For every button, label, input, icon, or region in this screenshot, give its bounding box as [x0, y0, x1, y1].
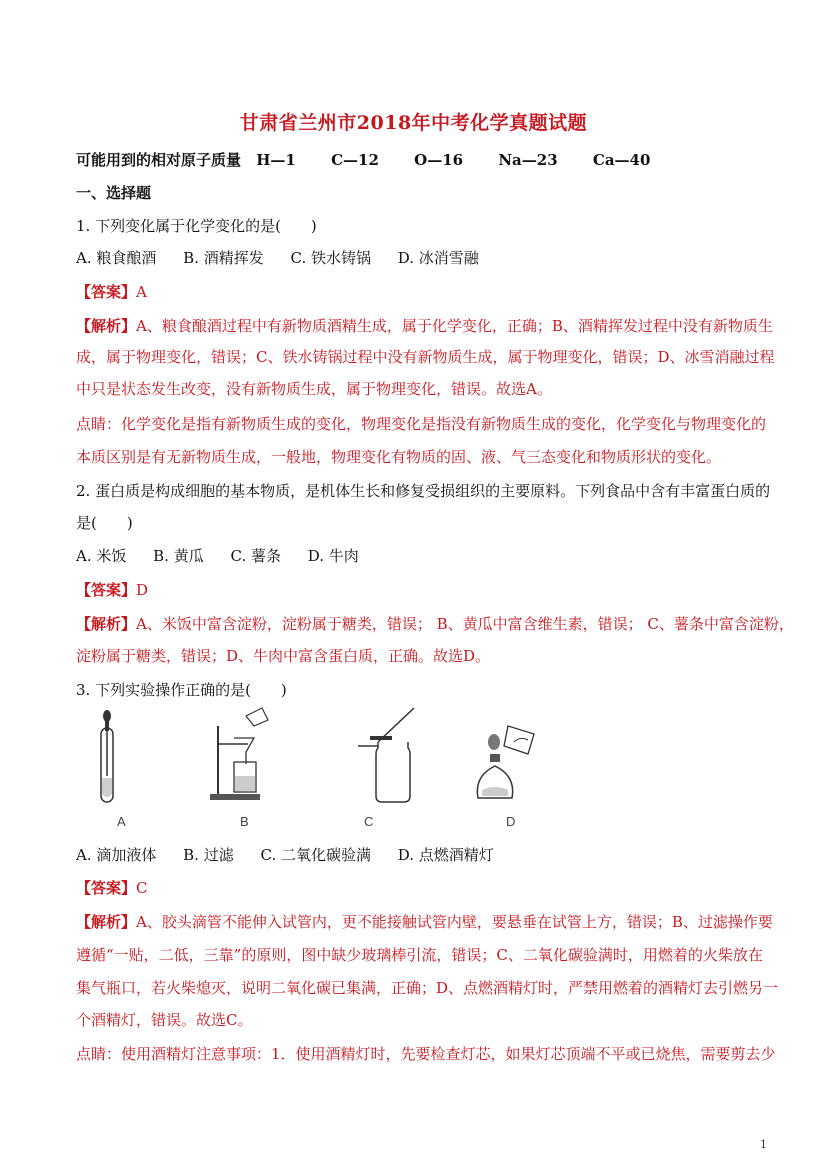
page-title: 甘肃省兰州市2018年中考化学真题试题 — [239, 112, 588, 134]
q1-tip-line-1: 点睛：化学变化是指有新物质生成的变化，物理变化是指没有新物质生成的变化，化学变化与物理变化的 — [76, 415, 767, 433]
dropper-tube-illustration — [82, 706, 142, 806]
gas-jar-match-illustration — [338, 706, 418, 806]
q1-option-d: D. 冰消雪融 — [397, 249, 479, 267]
q3-answer — [76, 878, 766, 898]
figure-a-dropper — [82, 706, 142, 829]
atomic-mass-line — [76, 150, 766, 170]
q1-answer — [76, 282, 766, 302]
q1-options — [76, 248, 766, 268]
alcohol-lamp-illustration — [468, 706, 548, 806]
q2-stem-line-2: 是( ) — [76, 514, 133, 532]
q2-analysis-tag: 【解析】 — [76, 615, 137, 633]
q2-answer-tag: 【答案】 — [76, 581, 137, 599]
q1-option-b: B. 酒精挥发 — [183, 249, 264, 267]
q3-answer-value: C — [136, 879, 148, 897]
q2-analysis-text-1: A、米饭中富含淀粉，淀粉属于糖类，错误； B、黄瓜中富含维生素，错误； C、薯条中富含淀粉， — [136, 615, 794, 633]
q1-stem: 1. 下列变化属于化学变化的是( ) — [76, 217, 317, 235]
q3-answer-tag: 【答案】 — [76, 879, 137, 897]
q3-tip-line-1: 点睛：使用酒精灯注意事项：1．使用酒精灯时，先要检查灯芯，如果灯芯顶端不平或已烧焦，需要剪去少 — [76, 1045, 776, 1063]
figure-c-co2-test — [338, 706, 418, 829]
q1-analysis-line-2: 成，属于物理变化，错误；C、铁水铸锅过程中没有新物质生成，属于物理变化，错误；D、冰雪消融过程 — [76, 348, 775, 366]
q1-tip-line-2: 本质区别是有无新物质生成，一般地，物理变化有物质的固、液、气三态变化和物质形状的变化。 — [76, 448, 722, 466]
q3-option-d: D. 点燃酒精灯 — [397, 846, 494, 864]
q3-analysis-tag: 【解析】 — [76, 913, 137, 931]
q2-stem-line-1: 2. 蛋白质是构成细胞的基本物质，是机体生长和修复受损组织的主要原料。下列食品中含有丰富蛋白质的 — [76, 482, 771, 500]
q1-analysis-line-3: 中只是状态发生改变，没有新物质生成，属于物理变化，错误。故选A。 — [76, 380, 552, 398]
figure-label-a: A — [117, 814, 126, 829]
q3-figures — [76, 706, 556, 836]
section-heading: 一、选择题 — [76, 184, 152, 202]
q2-option-c: C. 薯条 — [230, 547, 281, 565]
q3-option-c: C. 二氧化碳验满 — [260, 846, 371, 864]
q1-option-a: A. 粮食酿酒 — [76, 249, 157, 267]
page-number: 1 — [760, 1138, 767, 1151]
q1-answer-value: A — [136, 283, 147, 301]
filtration-illustration — [206, 706, 286, 806]
q1-option-c: C. 铁水铸锅 — [290, 249, 371, 267]
q1-answer-tag: 【答案】 — [76, 283, 137, 301]
q3-analysis-line-1 — [76, 912, 773, 932]
q2-analysis-line-1 — [76, 614, 794, 634]
atomic-mass-label: 可能用到的相对原子质量 — [76, 151, 242, 169]
figure-label-c: C — [364, 814, 374, 829]
q2-option-b: B. 黄瓜 — [153, 547, 204, 565]
figure-d-alcohol-lamp — [468, 706, 548, 829]
q3-option-b: B. 过滤 — [183, 846, 234, 864]
q3-analysis-line-2: 遵循“一贴，二低，三靠”的原则，图中缺少玻璃棒引流，错误；C、二氧化碳验满时，用燃着的火柴放在 — [76, 946, 763, 964]
q2-option-a: A. 米饭 — [76, 547, 127, 565]
q3-analysis-line-4: 个酒精灯，错误。故选C。 — [76, 1011, 253, 1029]
atomic-mass-h: H—1 — [256, 151, 296, 169]
atomic-mass-ca: Ca—40 — [592, 151, 651, 169]
q3-option-a: A. 滴加液体 — [76, 846, 157, 864]
atomic-mass-c: C—12 — [331, 151, 379, 169]
q3-analysis-text-1: A、胶头滴管不能伸入试管内，更不能接触试管内壁，要悬垂在试管上方，错误；B、过滤操作要 — [136, 913, 773, 931]
q2-answer-value: D — [136, 581, 149, 599]
figure-b-filtration — [206, 706, 286, 829]
q1-analysis-text-1: A、粮食酿酒过程中有新物质酒精生成，属于化学变化，正确；B、酒精挥发过程中没有新物质生 — [136, 317, 773, 335]
q2-answer — [76, 580, 766, 600]
figure-label-d: D — [506, 814, 516, 829]
q3-stem: 3. 下列实验操作正确的是( ) — [76, 681, 287, 699]
q3-options — [76, 845, 766, 865]
figure-label-b: B — [240, 814, 249, 829]
q2-options — [76, 546, 766, 566]
q1-analysis-line-1 — [76, 316, 773, 336]
q3-analysis-line-3: 集气瓶口，若火柴熄灭，说明二氧化碳已集满，正确；D、点燃酒精灯时，严禁用燃着的酒精灯去引燃另一 — [76, 979, 779, 997]
atomic-mass-o: O—16 — [414, 151, 464, 169]
q2-analysis-line-2: 淀粉属于糖类，错误；D、牛肉中富含蛋白质，正确。故选D。 — [76, 647, 491, 665]
q2-option-d: D. 牛肉 — [307, 547, 359, 565]
q1-analysis-tag: 【解析】 — [76, 317, 137, 335]
atomic-mass-na: Na—23 — [498, 151, 558, 169]
